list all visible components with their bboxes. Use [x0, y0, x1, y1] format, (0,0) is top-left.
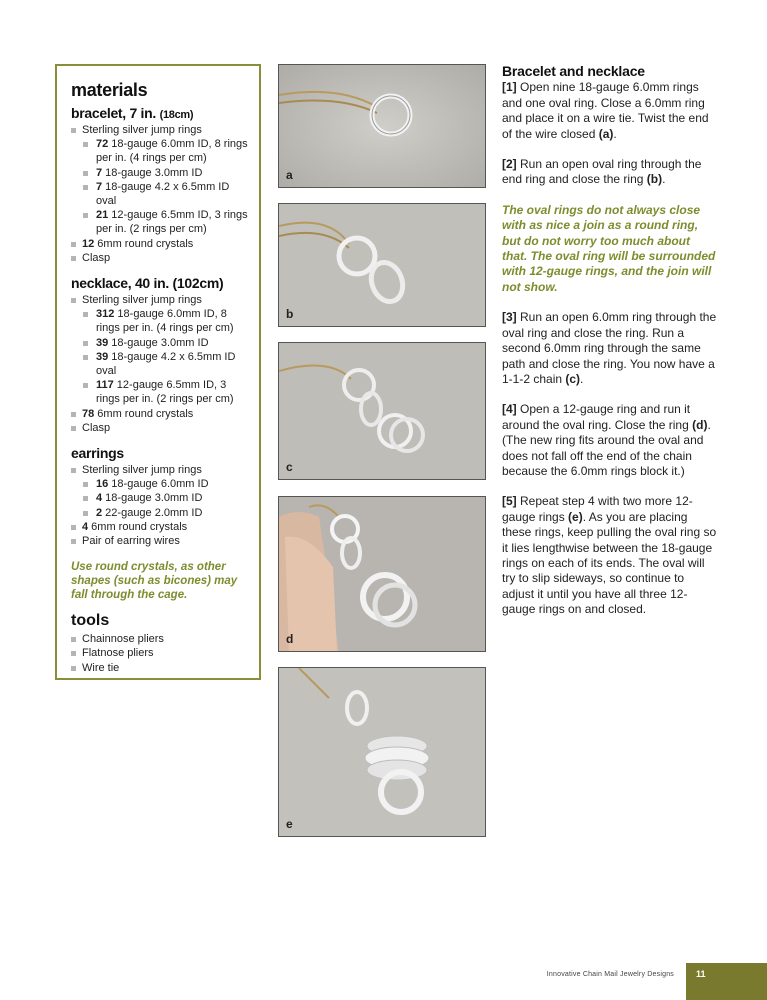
bracelet-material-item-text: 18-gauge 3.0mm ID: [102, 166, 203, 179]
step-2-photo-ref: (b): [646, 172, 663, 187]
earrings-material-item: [71, 506, 249, 520]
necklace-material-item-text: 18-gauge 6.0mm ID, 8 rings per in. (4 rings per cm): [96, 308, 234, 335]
photo-e-image: [279, 668, 486, 837]
photo-a: [278, 64, 486, 188]
step-2: [502, 157, 718, 188]
necklace-material-item-quantity: 117: [96, 379, 114, 392]
necklace-material-item-quantity: 39: [96, 350, 109, 363]
photo-a-label: a: [286, 168, 293, 182]
bracelet-heading: [71, 105, 249, 121]
step-3-number: [3]: [502, 310, 517, 325]
step-4-text: Open a 12-gauge ring and run it around the oval ring. Close the ring: [502, 402, 693, 432]
necklace-material-item: [71, 336, 249, 350]
step-4-photo-ref: (d): [692, 417, 708, 432]
necklace-material-item-text: Clasp: [82, 421, 111, 434]
bracelet-material-item-text: 6mm round crystals: [94, 237, 194, 250]
photo-d: [278, 496, 486, 652]
step-1: [502, 80, 718, 142]
step-1-photo-ref: (a): [598, 126, 614, 141]
earrings-material-item: [71, 520, 249, 534]
earrings-material-item-quantity: 2: [96, 506, 103, 519]
bracelet-material-item-quantity: 72: [96, 138, 109, 151]
bracelet-material-item: [71, 208, 249, 236]
bracelet-material-item: [71, 251, 249, 265]
bracelet-material-item-quantity: 12: [82, 237, 95, 250]
necklace-material-item: [71, 421, 249, 435]
tool-item: Chainnose pliers: [71, 632, 249, 646]
photo-a-image: [279, 65, 486, 188]
photo-c-label: c: [286, 460, 293, 474]
tool-item: Wire tie: [71, 661, 249, 675]
bracelet-material-item-text: 12-gauge 6.5mm ID, 3 rings per in. (2 rings per cm): [96, 209, 248, 236]
necklace-material-item-text: Sterling silver jump rings: [82, 294, 202, 307]
bracelet-material-item-quantity: 7: [96, 180, 103, 193]
step-1-text: Open nine 18-gauge 6.0mm rings and one oval ring. Close a 6.0mm ring and place it on a wire tie. Twist the end of the wire closed: [502, 80, 709, 141]
step-5-photo-ref: (e): [568, 509, 583, 524]
bracelet-material-item-text: Sterling silver jump rings: [82, 124, 202, 136]
necklace-material-item-text: 12-gauge 6.5mm ID, 3 rings per in. (2 rings per cm): [96, 379, 234, 406]
necklace-material-item-text: 18-gauge 3.0mm ID: [108, 336, 209, 349]
step-3-tail: .: [580, 371, 584, 386]
step-3-photo-ref: (c): [565, 371, 581, 386]
bracelet-material-item-quantity: 21: [96, 209, 109, 222]
step-2-number: [2]: [502, 157, 517, 172]
bracelet-title: bracelet, 7 in.: [71, 105, 156, 121]
step-5-text: Repeat step 4 with two more 12-gauge rings: [502, 494, 693, 524]
earrings-material-item-quantity: 4: [96, 492, 103, 505]
photo-b-image: [279, 204, 486, 327]
step-3: [502, 310, 718, 387]
earrings-material-item-text: 18-gauge 3.0mm ID: [102, 492, 203, 505]
photo-d-image: [279, 497, 486, 652]
step-5-tail: . As you are placing these rings, keep pulling the oval ring so it lies lengthwise between the 18-gauge rings on each of its ends. The oval will try to slip sideways, so continue to adjust it until you have all three 12-gauge rings on and closed.: [502, 509, 717, 617]
necklace-material-item-quantity: 78: [82, 407, 95, 420]
bracelet-material-item: [71, 237, 249, 251]
earrings-material-item: [71, 491, 249, 505]
step-4-number: [4]: [502, 402, 517, 417]
bracelet-material-item-quantity: 7: [96, 166, 103, 179]
bracelet-material-item-text: 18-gauge 4.2 x 6.5mm ID oval: [96, 180, 230, 208]
step-4: [502, 402, 718, 479]
step-1-number: [1]: [502, 80, 517, 95]
bracelet-materials-list: [71, 123, 249, 265]
photo-c: [278, 342, 486, 480]
photo-c-image: [279, 343, 486, 480]
earrings-material-item-text: 6mm round crystals: [88, 520, 188, 533]
step-2-text: Run an open oval ring through the end ring and close the ring: [502, 157, 702, 187]
bracelet-material-item-text: 18-gauge 6.0mm ID, 8 rings per in. (4 rings per cm): [96, 138, 248, 165]
earrings-material-item-text: 18-gauge 6.0mm ID: [108, 478, 209, 491]
photo-b: [278, 203, 486, 327]
instructions-heading: Bracelet and necklace: [502, 63, 645, 79]
bracelet-material-item: [71, 123, 249, 137]
earrings-material-item: [71, 463, 249, 477]
earrings-material-item-quantity: 16: [96, 478, 109, 491]
bracelet-title-metric: (18cm): [159, 109, 194, 121]
step-3-text: Run an open 6.0mm ring through the oval ring and close the ring. Run a second 6.0mm ring through the same path and close the ring. You now have a 1-1-2 chain: [502, 310, 717, 386]
bracelet-material-item-text: Clasp: [82, 251, 111, 264]
earrings-materials-list: [71, 463, 249, 548]
bracelet-material-item: [71, 137, 249, 165]
step-4-tail: . (The new ring fits around the oval and does not fall off the end of the chain because the 6.0mm rings block it.): [502, 417, 711, 478]
bracelet-material-item: [71, 166, 249, 180]
earrings-material-item: [71, 534, 249, 548]
earrings-material-item-text: Pair of earring wires: [82, 535, 180, 548]
instructions-column: [502, 64, 718, 633]
photo-d-label: d: [286, 632, 294, 646]
step-2-tail: .: [662, 172, 666, 187]
step-5: [502, 494, 718, 617]
necklace-material-item-quantity: 312: [96, 308, 115, 321]
oval-ring-tip: The oval rings do not always close with as nice a join as a round ring, but do not worry too much about that. The oval ring will be surrounded with 12-gauge rings, and the join will not show.: [502, 202, 716, 294]
necklace-material-item-text: 6mm round crystals: [94, 407, 194, 420]
earrings-material-item: [71, 477, 249, 491]
step-1-tail: .: [613, 126, 617, 141]
earrings-heading: earrings: [71, 445, 124, 462]
photo-e-label: e: [286, 817, 293, 831]
necklace-material-item: [71, 378, 249, 406]
materials-box: [55, 64, 261, 680]
page-number: 11: [696, 969, 706, 979]
tools-heading: tools: [71, 612, 110, 630]
necklace-heading: necklace, 40 in. (102cm): [71, 275, 224, 292]
necklace-materials-list: [71, 293, 249, 435]
page-number-box: [686, 963, 767, 1000]
earrings-material-item-text: 22-gauge 2.0mm ID: [102, 506, 203, 519]
materials-heading: materials: [71, 80, 148, 100]
tool-item: Flatnose pliers: [71, 646, 249, 660]
earrings-material-item-quantity: 4: [82, 520, 89, 533]
photo-b-label: b: [286, 307, 294, 321]
necklace-material-item: [71, 293, 249, 307]
step-5-number: [5]: [502, 494, 517, 509]
necklace-material-item: [71, 350, 249, 378]
bracelet-material-item: [71, 180, 249, 208]
footer-book-title: Innovative Chain Mail Jewelry Designs: [546, 971, 674, 978]
photo-e: [278, 667, 486, 837]
earrings-material-item-text: Sterling silver jump rings: [82, 464, 202, 477]
necklace-material-item: [71, 407, 249, 421]
tools-list: [71, 632, 249, 675]
necklace-material-item-quantity: 39: [96, 336, 109, 349]
necklace-material-item-text: 18-gauge 4.2 x 6.5mm ID oval: [96, 350, 236, 378]
necklace-material-item: [71, 307, 249, 335]
crystal-note: Use round crystals, as other shapes (such as bicones) may fall through the cage.: [71, 561, 238, 602]
